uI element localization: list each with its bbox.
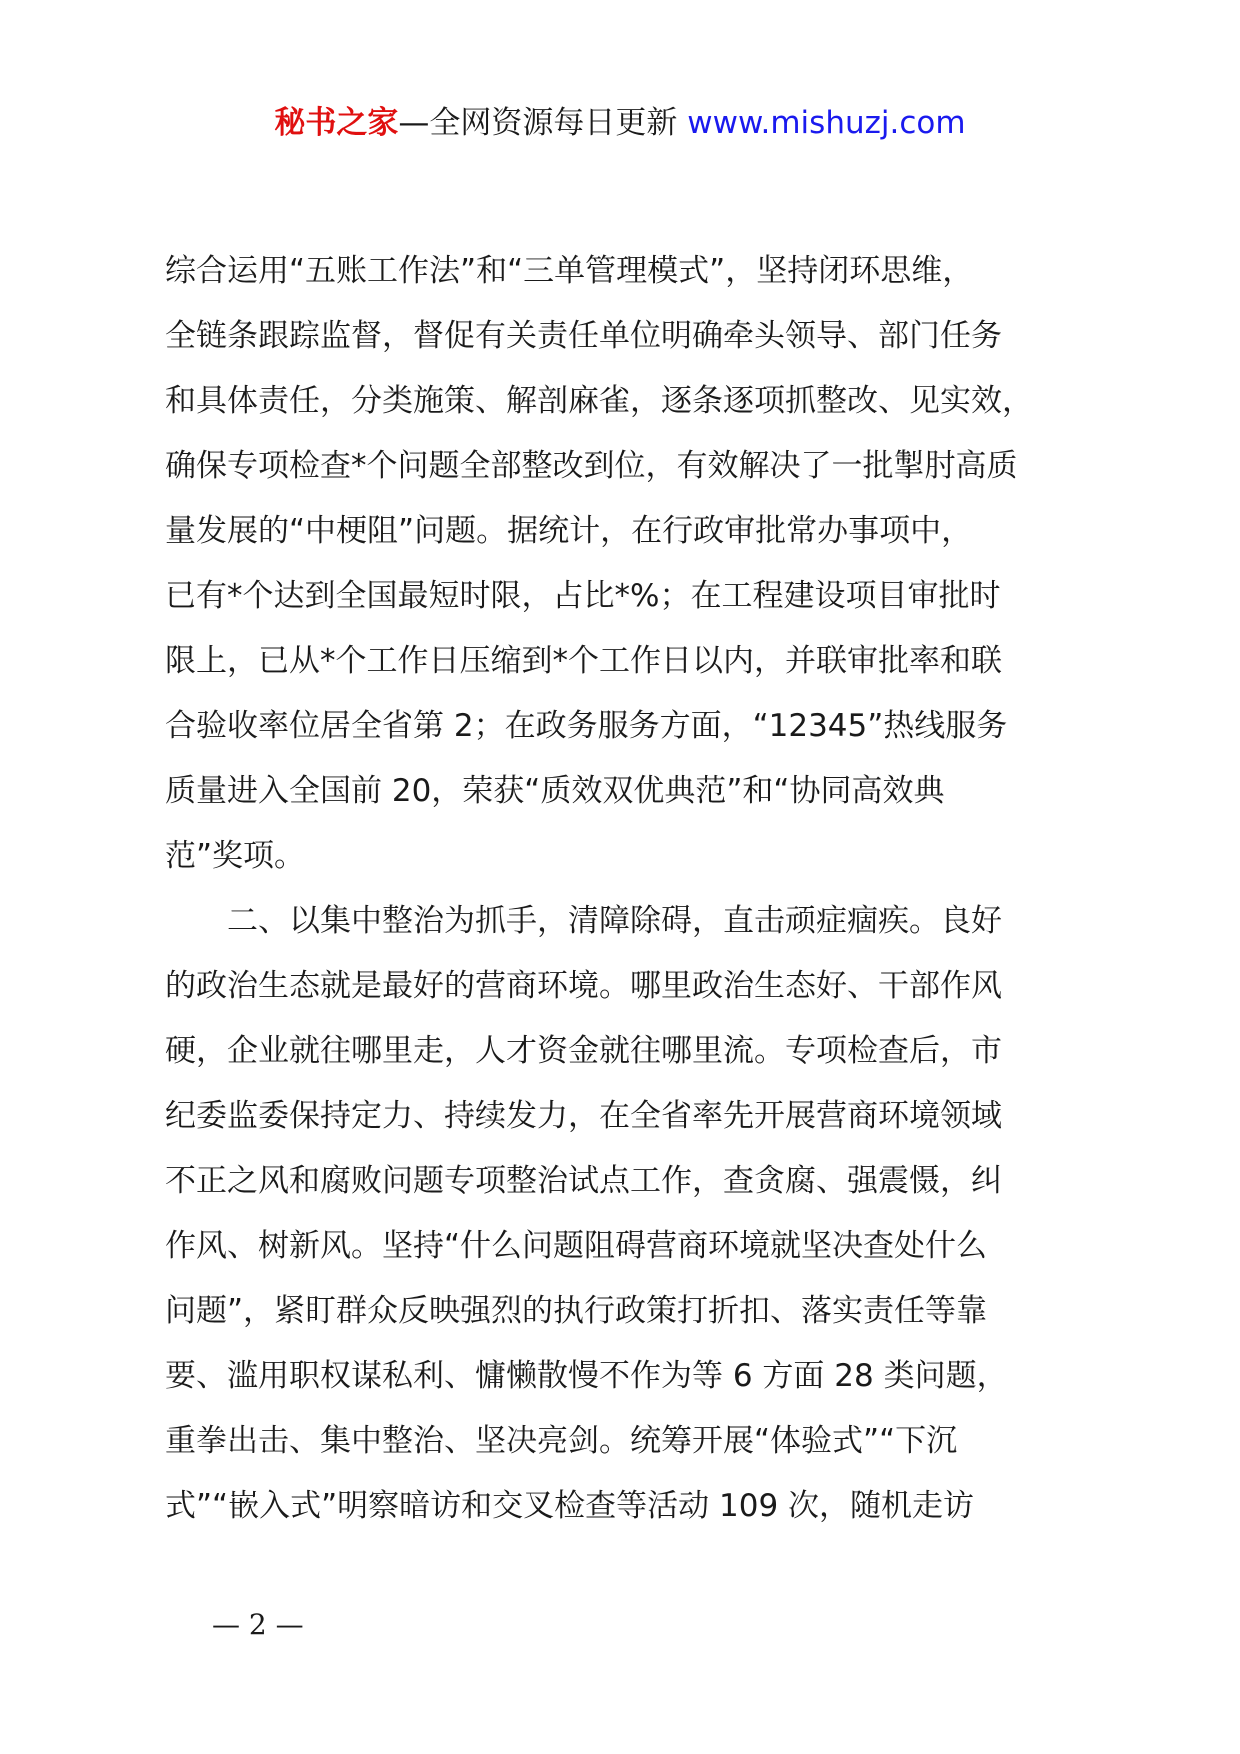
- text-line: 范”奖项。: [165, 838, 306, 874]
- text-line: 合验收率位居全省第 2；在政务服务方面，“12345”热线服务: [165, 708, 1008, 744]
- text-line: 的政治生态就是最好的营商环境。哪里政治生态好、干部作风: [165, 968, 1002, 1004]
- text-line: 全链条跟踪监督，督促有关责任单位明确牵头领导、部门任务: [165, 318, 1002, 354]
- header-tagline: —全网资源每日更新: [398, 105, 688, 141]
- text-line: 限上，已从*个工作日压缩到*个工作日以内，并联审批率和联: [165, 643, 1002, 679]
- text-line: 问题”，紧盯群众反映强烈的执行政策打折扣、落实责任等靠: [165, 1293, 988, 1329]
- brand-name: 秘书之家: [274, 105, 399, 141]
- text-line: 量发展的“中梗阻”问题。据统计，在行政审批常办事项中，: [165, 513, 973, 549]
- site-header: [0, 100, 1240, 146]
- body-text: [165, 239, 1125, 1539]
- text-line: 作风、树新风。坚持“什么问题阻碍营商环境就坚决查处什么: [165, 1228, 988, 1264]
- text-line: 重拳出击、集中整治、坚决亮剑。统筹开展“体验式”“下沉: [165, 1423, 958, 1459]
- text-line: 和具体责任，分类施策、解剖麻雀，逐条逐项抓整改、见实效，: [165, 383, 1033, 419]
- text-line: 确保专项检查*个问题全部整改到位，有效解决了一批掣肘高质: [165, 448, 1018, 484]
- text-line: 要、滥用职权谋私利、慵懒散慢不作为等 6 方面 28 类问题，: [165, 1358, 1008, 1394]
- site-url[interactable]: www.mishuzj.com: [687, 105, 966, 141]
- page-number: — 2 —: [212, 1608, 304, 1641]
- text-line: 式”“嵌入式”明察暗访和交叉检查等活动 109 次，随机走访: [165, 1488, 975, 1524]
- text-line: 硬，企业就往哪里走，人才资金就往哪里流。专项检查后，市: [165, 1033, 1002, 1069]
- text-line: 质量进入全国前 20，荣获“质效双优典范”和“协同高效典: [165, 773, 945, 809]
- text-line: 纪委监委保持定力、持续发力，在全省率先开展营商环境领域: [165, 1098, 1002, 1134]
- section-heading-line: 二、以集中整治为抓手，清障除碍，直击顽症痼疾。良好: [165, 903, 1002, 939]
- text-line: 已有*个达到全国最短时限，占比*%；在工程建设项目审批时: [165, 578, 1001, 614]
- text-line: 不正之风和腐败问题专项整治试点工作，查贪腐、强震慑，纠: [165, 1163, 1002, 1199]
- text-line: 综合运用“五账工作法”和“三单管理模式”，坚持闭环思维，: [165, 253, 974, 289]
